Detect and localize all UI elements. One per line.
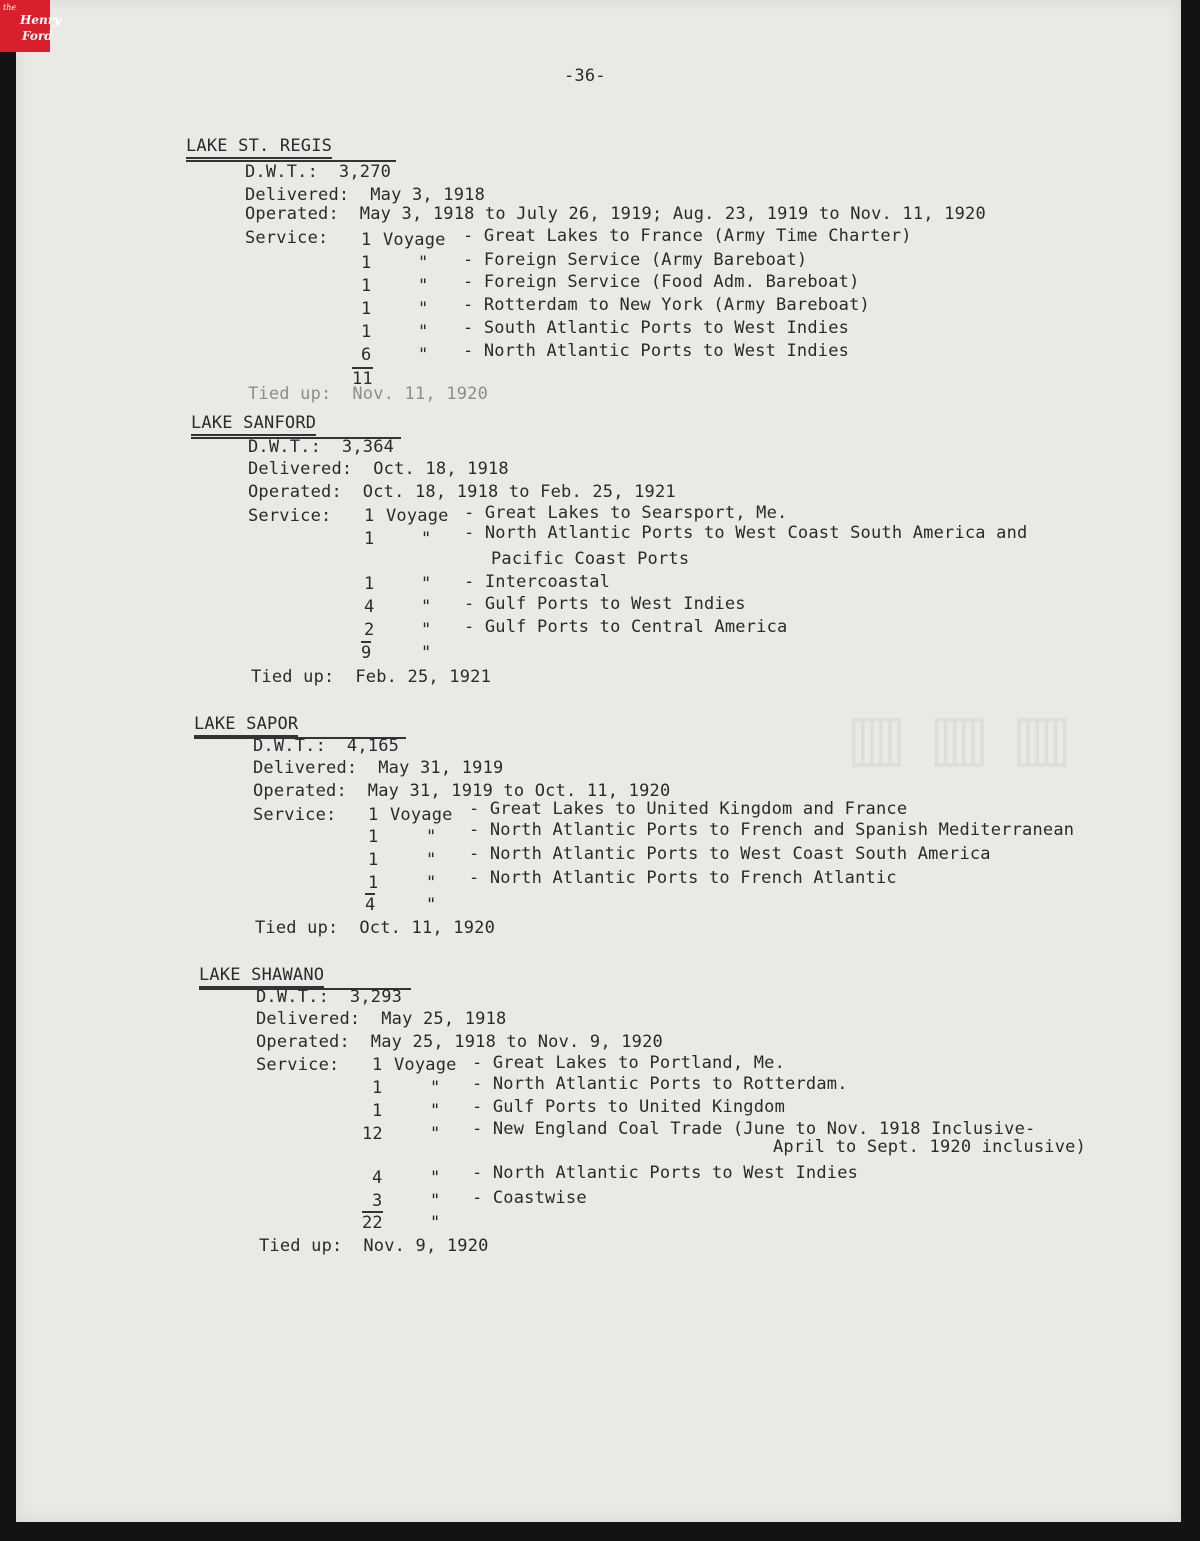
service-count: 1 (372, 1055, 383, 1075)
service-desc: - North Atlantic Ports to French and Spanish Mediterranean (469, 820, 1075, 840)
service-count: 1 (364, 574, 375, 594)
delivered-line: Delivered: May 25, 1918 (256, 1009, 507, 1029)
service-unit: " (418, 276, 429, 296)
service-label: Service: (256, 1055, 340, 1075)
service-total: 11 (352, 369, 373, 389)
service-count: 12 (362, 1124, 383, 1144)
service-desc: - Great Lakes to Searsport, Me. (464, 503, 788, 523)
service-unit: " (426, 873, 437, 893)
service-label: Service: (245, 228, 329, 248)
dwt-line: D.W.T.: 3,293 (256, 987, 403, 1007)
service-desc: - Rotterdam to New York (Army Bareboat) (463, 295, 870, 315)
service-count: 6 (361, 345, 372, 365)
service-count: 1 (364, 506, 375, 526)
service-desc: - North Atlantic Ports to French Atlantic (469, 868, 897, 888)
service-count: 4 (372, 1168, 383, 1188)
document-page (16, 0, 1181, 1522)
henry-ford-logo (0, 0, 61, 52)
service-total: 9 (361, 643, 372, 663)
service-count: 1 (361, 322, 372, 342)
service-count: 1 (361, 253, 372, 273)
service-unit: Voyage (394, 1055, 457, 1075)
dwt-line: D.W.T.: 3,364 (248, 437, 395, 457)
dwt-line: D.W.T.: 3,270 (245, 162, 392, 182)
service-unit: " (421, 529, 432, 549)
service-total-unit: " (421, 643, 432, 663)
service-label: Service: (248, 506, 332, 526)
delivered-line: Delivered: Oct. 18, 1918 (248, 459, 509, 479)
service-count: 2 (364, 620, 375, 640)
service-desc: - Great Lakes to France (Army Time Charter) (463, 226, 912, 246)
service-unit: " (421, 597, 432, 617)
delivered-line: Delivered: May 3, 1918 (245, 185, 486, 205)
service-desc: - Gulf Ports to Central America (464, 617, 788, 637)
section-title: LAKE SANFORD (191, 413, 316, 436)
section-title: LAKE SAPOR (194, 714, 298, 737)
operated-line: Operated: May 25, 1918 to Nov. 9, 1920 (256, 1032, 663, 1052)
service-desc: - Foreign Service (Food Adm. Bareboat) (463, 272, 860, 292)
service-total: 4 (365, 895, 376, 915)
service-label: Service: (253, 805, 337, 825)
logo-text: Henry (20, 13, 61, 27)
service-count: 1 (361, 299, 372, 319)
service-desc: - North Atlantic Ports to West Indies (463, 341, 850, 361)
service-count: 1 (368, 873, 379, 893)
service-total: 22 (362, 1213, 383, 1233)
service-count: 4 (364, 597, 375, 617)
dwt-line: D.W.T.: 4,165 (253, 736, 400, 756)
service-unit: Voyage (390, 805, 453, 825)
service-desc: - North Atlantic Ports to West Indies (472, 1163, 859, 1183)
service-desc: - North Atlantic Ports to West Coast South America and (464, 523, 1028, 543)
service-desc: - North Atlantic Ports to West Coast South America (469, 844, 991, 864)
service-desc: - Gulf Ports to United Kingdom (472, 1097, 786, 1117)
service-count: 1 (368, 850, 379, 870)
bleed-through-mark: ▥ ▥ ▥ (846, 700, 1072, 775)
service-total-unit: " (426, 895, 437, 915)
service-desc: - Intercoastal (464, 572, 611, 592)
service-count: 1 (372, 1078, 383, 1098)
service-unit: Voyage (386, 506, 449, 526)
service-count: 3 (372, 1191, 383, 1211)
service-unit: Voyage (383, 230, 446, 250)
tied-up-line: Tied up: Nov. 11, 1920 (248, 384, 489, 404)
service-count: 1 (361, 276, 372, 296)
service-count: 1 (361, 230, 372, 250)
operated-line: Operated: May 3, 1918 to July 26, 1919; Aug. 23, 1919 to Nov. 11, 1920 (245, 204, 986, 224)
service-desc: - Coastwise (472, 1188, 587, 1208)
tied-up-line: Tied up: Feb. 25, 1921 (251, 667, 492, 687)
service-unit: " (418, 299, 429, 319)
tied-up-line: Tied up: Nov. 9, 1920 (259, 1236, 489, 1256)
service-unit: " (430, 1168, 441, 1188)
service-unit: " (430, 1191, 441, 1211)
service-unit: " (430, 1124, 441, 1144)
service-desc: - South Atlantic Ports to West Indies (463, 318, 850, 338)
service-desc: - New England Coal Trade (June to Nov. 1918 Inclusive- (472, 1119, 1036, 1139)
service-count: 1 (368, 827, 379, 847)
service-unit: " (421, 620, 432, 640)
service-unit: " (426, 850, 437, 870)
service-unit: " (430, 1078, 441, 1098)
service-total-unit: " (430, 1213, 441, 1233)
page-number: -36- (564, 66, 606, 86)
service-count: 1 (364, 529, 375, 549)
operated-line: Operated: May 31, 1919 to Oct. 11, 1920 (253, 781, 671, 801)
service-unit: " (426, 827, 437, 847)
service-desc: - North Atlantic Ports to Rotterdam. (472, 1074, 848, 1094)
service-desc: - Gulf Ports to West Indies (464, 594, 746, 614)
service-desc: - Foreign Service (Army Bareboat) (463, 250, 808, 270)
service-unit: " (430, 1101, 441, 1121)
service-desc-continued: April to Sept. 1920 inclusive) (773, 1137, 1087, 1157)
section-title: LAKE SHAWANO (199, 965, 324, 988)
service-desc-continued: Pacific Coast Ports (491, 549, 690, 569)
service-desc: - Great Lakes to Portland, Me. (472, 1053, 786, 1073)
service-desc: - Great Lakes to United Kingdom and France (469, 799, 908, 819)
service-count: 1 (368, 805, 379, 825)
service-unit: " (418, 322, 429, 342)
delivered-line: Delivered: May 31, 1919 (253, 758, 504, 778)
service-unit: " (421, 574, 432, 594)
logo-text: Ford (22, 29, 53, 43)
section-title: LAKE ST. REGIS (186, 136, 332, 159)
service-count: 1 (372, 1101, 383, 1121)
service-unit: " (418, 345, 429, 365)
tied-up-line: Tied up: Oct. 11, 1920 (255, 918, 496, 938)
logo-text: the (3, 3, 17, 12)
operated-line: Operated: Oct. 18, 1918 to Feb. 25, 1921 (248, 482, 676, 502)
service-unit: " (418, 253, 429, 273)
